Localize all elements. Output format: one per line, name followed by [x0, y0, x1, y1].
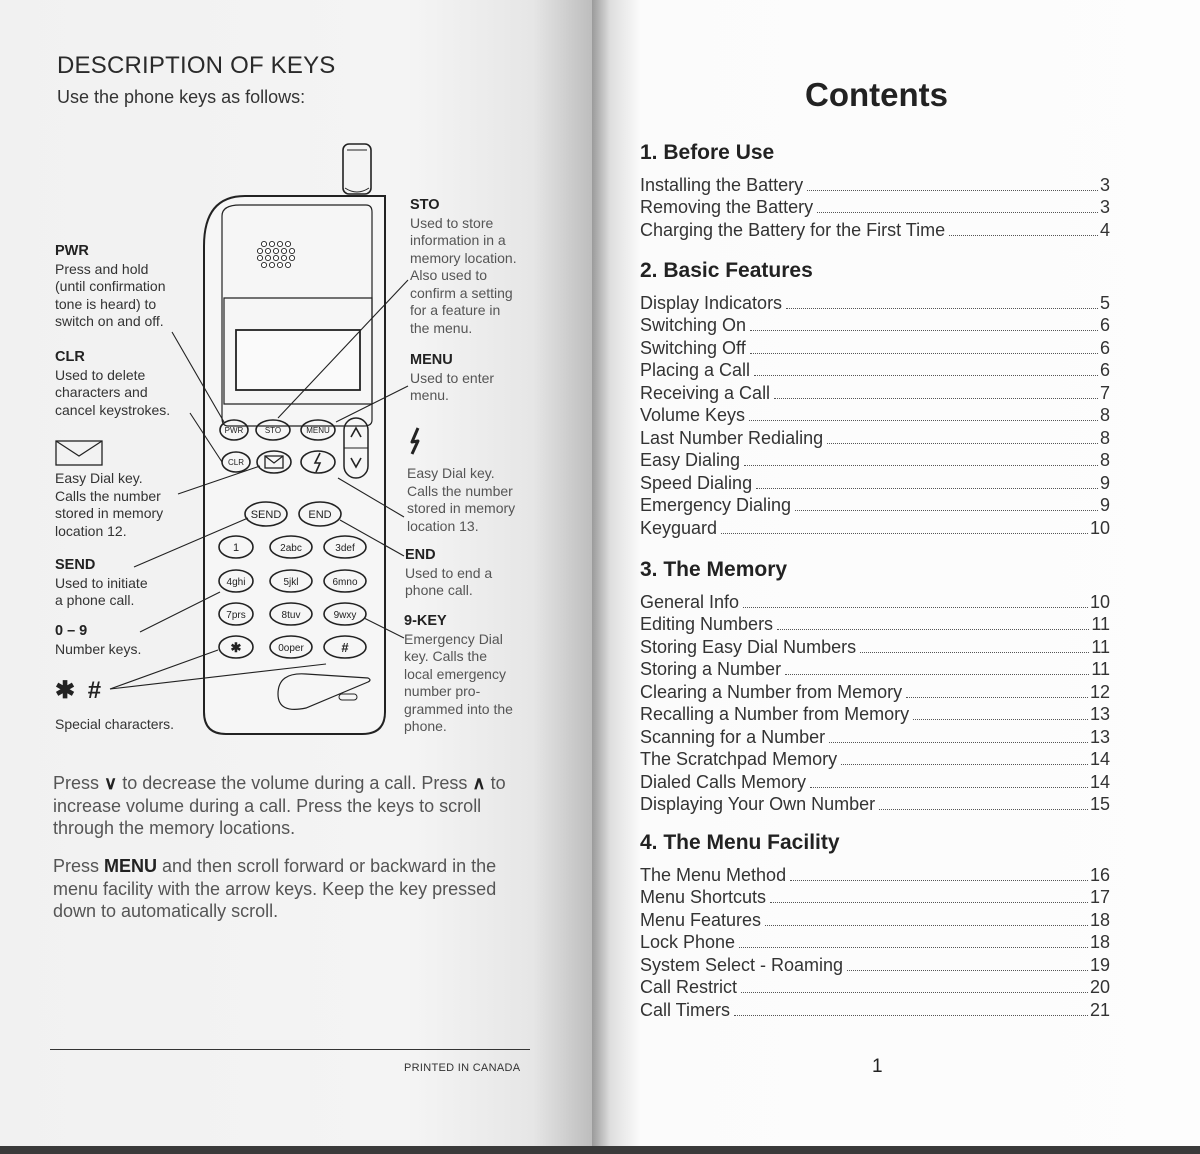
- toc-leader-dots: [807, 190, 1098, 191]
- toc-entry-page: 14: [1089, 749, 1110, 770]
- easy-dial-12-description: [55, 470, 163, 540]
- toc-entry-title: Easy Dialing: [640, 450, 741, 471]
- toc-entry-page: 9: [1099, 495, 1110, 516]
- toc-leader-dots: [786, 308, 1098, 309]
- key-7: 7prs: [226, 610, 246, 621]
- send-text: Used to initiate a phone call.: [55, 574, 148, 608]
- volume-paragraph: [53, 772, 543, 840]
- volume-paragraph-part-1: Press: [53, 773, 105, 793]
- toc-entry[interactable]: [640, 726, 1110, 749]
- toc-entry-page: 15: [1089, 794, 1110, 815]
- toc-leader-dots: [743, 607, 1088, 608]
- key-3: 3def: [335, 543, 355, 554]
- volume-paragraph-part-2: to decrease the volume during a call. Press: [117, 773, 473, 793]
- page-title: DESCRIPTION OF KEYS: [57, 52, 336, 79]
- toc-leader-dots: [741, 992, 1088, 993]
- bottom-edge: [0, 1146, 1200, 1154]
- clr-text: Used to delete characters and cancel keystrokes.: [55, 366, 171, 418]
- key-2: 2abc: [280, 543, 302, 554]
- key-sto-label: STO: [264, 426, 282, 435]
- easy-dial-13-description: [407, 465, 515, 535]
- key-0: 0oper: [278, 643, 304, 654]
- toc-entry-page: 11: [1091, 636, 1110, 657]
- toc-entry-title: Switching Off: [640, 337, 746, 358]
- toc-entry[interactable]: [640, 909, 1110, 932]
- toc-entry[interactable]: [640, 954, 1110, 977]
- toc-entry-title: Recalling a Number from Memory: [640, 704, 910, 725]
- toc-entry-page: 6: [1099, 337, 1110, 358]
- pwr-text: Press and hold (until confirmation tone is heard) to switch on and off.: [55, 260, 166, 329]
- toc-entry-page: 13: [1089, 704, 1110, 725]
- printed-in-label: PRINTED IN CANADA: [404, 1062, 521, 1074]
- toc-entry[interactable]: [640, 219, 1110, 242]
- menu-paragraph-part-2: and then scroll forward or backward in the menu facility with the arrow keys. Keep the key pressed down to automatically scroll.: [53, 856, 497, 921]
- pwr-key-name: PWR: [55, 243, 89, 259]
- toc-entry[interactable]: [640, 517, 1110, 540]
- toc-entry-page: 19: [1089, 954, 1110, 975]
- toc-entry-title: Speed Dialing: [640, 472, 753, 493]
- toc-entry-title: System Select - Roaming: [640, 954, 844, 975]
- toc-leader-dots: [817, 212, 1098, 213]
- toc-leader-dots: [749, 420, 1098, 421]
- toc-entry-page: 9: [1099, 472, 1110, 493]
- toc-leader-dots: [785, 674, 1089, 675]
- page-number: 1: [872, 1056, 883, 1077]
- toc-entry-title: The Menu Method: [640, 865, 787, 885]
- key-menu-label: MENU: [306, 426, 330, 435]
- send-description: [55, 557, 148, 610]
- toc-leader-dots: [810, 787, 1088, 788]
- toc-entry[interactable]: [640, 748, 1110, 771]
- toc-leader-dots: [841, 764, 1088, 765]
- toc-leader-dots: [913, 719, 1088, 720]
- toc-leader-dots: [879, 809, 1088, 810]
- toc-entry-title: Clearing a Number from Memory: [640, 681, 903, 702]
- toc-entry-page: 21: [1089, 999, 1110, 1020]
- digits-description: [55, 623, 141, 658]
- toc-leader-dots: [770, 902, 1088, 903]
- toc-entry-title: Menu Shortcuts: [640, 887, 767, 908]
- toc-entry[interactable]: [640, 449, 1110, 472]
- easy-dial-12-text: Easy Dial key. Calls the number stored in memory location 12.: [55, 470, 164, 539]
- send-key-name: SEND: [55, 557, 96, 573]
- toc-leader-dots: [860, 652, 1089, 653]
- toc-entry-title: Call Timers: [640, 999, 731, 1020]
- toc-entry-page: 6: [1099, 315, 1110, 336]
- toc-entry[interactable]: [640, 886, 1110, 909]
- menu-description: [410, 352, 494, 405]
- toc-entry-title: Call Restrict: [640, 977, 738, 998]
- toc-entry-page: 14: [1089, 771, 1110, 792]
- toc-entry-title: Editing Numbers: [640, 614, 774, 635]
- contents-title: Contents: [805, 76, 948, 113]
- toc-entry-page: 16: [1089, 865, 1110, 885]
- key-end-label: END: [308, 509, 332, 521]
- page-subtitle: Use the phone keys as follows:: [57, 87, 306, 107]
- toc-entry-page: 5: [1099, 293, 1110, 313]
- toc-entry-title: Receiving a Call: [640, 382, 771, 403]
- toc-entry-title: Storing Easy Dial Numbers: [640, 636, 857, 657]
- toc-entry-page: 6: [1099, 360, 1110, 381]
- toc-entry-title: Installing the Battery: [640, 175, 804, 195]
- key-1: 1: [232, 542, 240, 554]
- end-key-name: END: [405, 547, 436, 563]
- toc-entry[interactable]: [640, 174, 1110, 197]
- toc-entry-page: 18: [1089, 932, 1110, 953]
- toc-leader-dots: [750, 330, 1098, 331]
- menu-paragraph: [53, 855, 543, 923]
- nine-key-name: 9-KEY: [404, 613, 447, 629]
- toc-entry-title: Emergency Dialing: [640, 495, 792, 516]
- toc-entry-page: 11: [1091, 614, 1110, 635]
- toc-entry-title: General Info: [640, 592, 740, 612]
- key-hash: #: [341, 640, 349, 655]
- footer-rule: [50, 1049, 530, 1050]
- toc-entry[interactable]: [640, 681, 1110, 704]
- toc-entry-page: 8: [1099, 450, 1110, 471]
- section-heading: 2. Basic Features: [640, 259, 813, 282]
- toc-entry-title: Storing a Number: [640, 659, 782, 680]
- clr-key-name: CLR: [55, 349, 85, 365]
- toc-entry[interactable]: [640, 382, 1110, 405]
- toc-entry-title: Last Number Redialing: [640, 427, 824, 448]
- toc-leader-dots: [827, 443, 1098, 444]
- toc-entry-page: 8: [1099, 405, 1110, 426]
- clr-description: [55, 349, 170, 419]
- toc-entry[interactable]: [640, 613, 1110, 636]
- toc-entry[interactable]: [640, 314, 1110, 337]
- toc-entry[interactable]: [640, 703, 1110, 726]
- toc-entry[interactable]: [640, 359, 1110, 382]
- sto-description: [410, 197, 517, 337]
- toc-entry[interactable]: [640, 196, 1110, 219]
- toc-entry[interactable]: [640, 931, 1110, 954]
- toc-entry-title: Display Indicators: [640, 293, 783, 313]
- nine-key-text: Emergency Dial key. Calls the local emergency number pro- grammed into the phone.: [404, 630, 513, 734]
- key-star: ✱: [230, 640, 242, 655]
- section-heading: 1. Before Use: [640, 141, 775, 164]
- toc-entry-page: 18: [1089, 909, 1110, 930]
- toc-entry-title: Displaying Your Own Number: [640, 794, 876, 815]
- toc-entry[interactable]: [640, 636, 1110, 659]
- digits-text: Number keys.: [55, 640, 142, 657]
- menu-bold-word: MENU: [104, 856, 158, 876]
- nine-key-description: [404, 613, 513, 736]
- toc-entry-title: Switching On: [640, 315, 747, 336]
- toc-leader-dots: [795, 510, 1098, 511]
- menu-text: Used to enter menu.: [410, 369, 495, 403]
- toc-entry-title: Keyguard: [640, 517, 718, 538]
- toc-entry[interactable]: [640, 472, 1110, 495]
- toc-leader-dots: [750, 353, 1098, 354]
- key-clr-label: CLR: [227, 458, 245, 467]
- key-8: 8tuv: [281, 610, 301, 621]
- toc-entry[interactable]: [640, 292, 1110, 315]
- toc-entry[interactable]: [640, 591, 1110, 614]
- end-description: [405, 547, 492, 600]
- toc-entry-title: Charging the Battery for the First Time: [640, 219, 946, 240]
- sto-text: Used to store information in a memory location. Also used to confirm a setting for a feature in the menu.: [410, 214, 517, 336]
- toc-entry[interactable]: [640, 658, 1110, 681]
- easy-dial-13-text: Easy Dial key. Calls the number stored in memory location 13.: [407, 465, 516, 534]
- toc-leader-dots: [721, 533, 1088, 534]
- end-text: Used to end a phone call.: [405, 564, 493, 598]
- toc-leader-dots: [906, 697, 1088, 698]
- sto-key-name: STO: [410, 197, 440, 213]
- left-page: [0, 0, 592, 1148]
- toc-entry-page: 10: [1089, 517, 1110, 538]
- toc-entry-page: 3: [1099, 175, 1110, 195]
- toc-leader-dots: [734, 1015, 1088, 1016]
- toc-entry[interactable]: [640, 793, 1110, 816]
- toc-leader-dots: [790, 880, 1088, 881]
- toc-entry[interactable]: [640, 404, 1110, 427]
- down-arrow-symbol: ∨: [104, 773, 118, 793]
- toc-entry-title: The Scratchpad Memory: [640, 749, 838, 770]
- toc-entry-page: 17: [1089, 887, 1110, 908]
- toc-leader-dots: [744, 465, 1098, 466]
- toc-entry[interactable]: [640, 976, 1110, 999]
- key-4: 4ghi: [226, 577, 246, 588]
- digits-key-name: 0 – 9: [55, 623, 88, 639]
- star-hash-symbols: ✱ #: [55, 677, 105, 704]
- toc-leader-dots: [774, 398, 1098, 399]
- toc-entry[interactable]: [640, 999, 1110, 1022]
- toc-leader-dots: [847, 970, 1088, 971]
- toc-entry-title: Placing a Call: [640, 360, 751, 381]
- toc-entry[interactable]: [640, 771, 1110, 794]
- special-description: [55, 716, 174, 734]
- key-pwr-label: PWR: [224, 426, 244, 435]
- toc-entry-page: 8: [1099, 427, 1110, 448]
- toc-entry-title: Removing the Battery: [640, 197, 814, 218]
- toc-entry-title: Scanning for a Number: [640, 726, 826, 747]
- key-9: 9wxy: [333, 610, 357, 621]
- toc-entry[interactable]: [640, 494, 1110, 517]
- toc-entry-page: 7: [1099, 382, 1110, 403]
- toc-entry[interactable]: [640, 337, 1110, 360]
- menu-key-name: MENU: [410, 352, 453, 368]
- section-heading: 4. The Menu Facility: [640, 831, 840, 854]
- section-heading: 3. The Memory: [640, 558, 788, 581]
- toc-entry-page: 10: [1089, 592, 1110, 612]
- toc-entry-page: 13: [1089, 726, 1110, 747]
- toc-entry[interactable]: [640, 427, 1110, 450]
- toc-leader-dots: [765, 925, 1088, 926]
- toc-leader-dots: [829, 742, 1088, 743]
- toc-entry-page: 12: [1089, 681, 1110, 702]
- toc-leader-dots: [777, 629, 1089, 630]
- key-send-label: SEND: [250, 509, 282, 521]
- toc-leader-dots: [739, 947, 1088, 948]
- toc-leader-dots: [754, 375, 1098, 376]
- toc-entry-title: Dialed Calls Memory: [640, 771, 807, 792]
- toc-entry[interactable]: [640, 864, 1110, 887]
- key-6: 6mno: [332, 577, 358, 588]
- toc-entry-page: 20: [1089, 977, 1110, 998]
- toc-leader-dots: [949, 235, 1098, 236]
- menu-paragraph-part-1: Press: [53, 856, 105, 876]
- toc-entry-page: 11: [1091, 659, 1110, 680]
- toc-entry-page: 3: [1099, 197, 1110, 218]
- key-5: 5jkl: [283, 577, 299, 588]
- special-text: Special characters.: [55, 716, 175, 732]
- up-arrow-symbol: ∧: [472, 773, 486, 793]
- pwr-description: [55, 243, 166, 331]
- toc-entry-title: Volume Keys: [640, 405, 746, 426]
- toc-entry-title: Menu Features: [640, 909, 762, 930]
- volume-paragraph-part-3: to increase volume during a call. Press the keys to scroll through the memory locations.: [53, 773, 506, 838]
- toc-entry-page: 4: [1099, 219, 1110, 240]
- toc-leader-dots: [756, 488, 1098, 489]
- toc-entry-title: Lock Phone: [640, 932, 736, 953]
